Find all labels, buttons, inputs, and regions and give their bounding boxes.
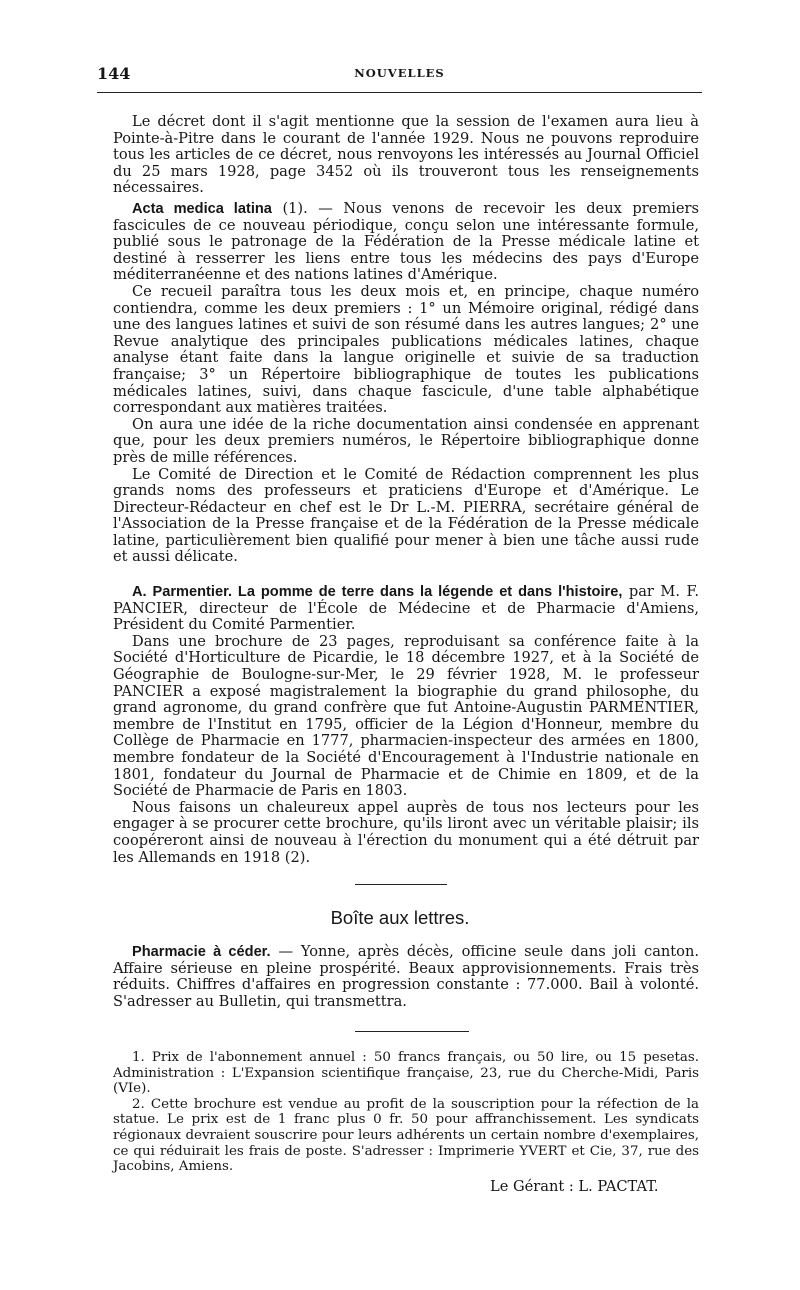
acta-text: — Nous venons de recevoir les deux premiers fascicules de ce nouveau périodique, conçu selon une intéressante formule, publié sous le patronage de la Fédération de la Presse médicale latine et destiné à resserrer les liens entre tous les médecins des pays d'Europe méditerranéenne et des nations latines d'Amérique. bbox=[113, 200, 699, 284]
parmentier-heading-paragraph bbox=[113, 584, 699, 634]
parmentier-paragraph-2: Nous faisons un chaleureux appel auprès de tous nos lecteurs pour les engager à se procurer cette brochure, qu'ils liront avec un véritable plaisir; ils coopéreront ainsi de nouveau à l'érection du monument qui a été détruit par les Allemands en 1918 (2). bbox=[113, 798, 699, 866]
acta-paragraph-1 bbox=[113, 201, 699, 284]
intro-paragraph: Le décret dont il s'agit mentionne que la session de l'examen aura lieu à Pointe-à-Pitre dans le courant de l'année 1929. Nous ne pouvons reproduire tous les articles de ce décret, nous renvoyons les intéressés au Journal Officiel du 25 mars 1928, page 3452 où ils trouveront tous les renseignements nécessaires. bbox=[113, 113, 699, 197]
acta-paragraph-4: Le Comité de Direction et le Comité de Rédaction comprennent les plus grands noms des professeurs et praticiens d'Europe et d'Amérique. Le Directeur-Rédacteur en chef est le Dr L.-M. PIERRA, secrétaire général de l'Association de la Presse française et de la Fédération de la Presse médicale latine, particulièrement bien qualifié pour mener à bien une tâche aussi rude et aussi délicate. bbox=[113, 465, 699, 566]
parmentier-byline: par M. F. PANCIER, directeur de l'École de Médecine et de Pharmacie d'Amiens, Président du Comité Parmentier. bbox=[113, 583, 699, 634]
page-number: 144 bbox=[97, 64, 131, 83]
acta-note-ref: (1). bbox=[282, 200, 308, 217]
mailbox-heading: Pharmacie à céder. bbox=[132, 944, 271, 960]
footnote-divider bbox=[355, 1031, 469, 1032]
footnotes bbox=[113, 1050, 699, 1175]
parmentier-paragraph-1: Dans une brochure de 23 pages, reproduisant sa conférence faite à la Société d'Horticulture de Picardie, le 18 décembre 1927, et à la Société de Géographie de Boulogne-sur-Mer, le 29 février 1928, M. le professeur PANCIER a exposé magistralement la biographie du grand philosophe, du grand agronome, du grand confrère que fut Antoine-Augustin PARMENTIER, membre de l'Institut en 1795, officier de la Légion d'Honneur, membre du Collège de Pharmacie en 1777, pharmacien-inspecteur des armées en 1800, membre fondateur de la Société d'Encouragement à l'Industrie nationale en 1801, fondateur du Journal de Pharmacie et de Chimie en 1809, et de la Société de Pharmacie de Paris en 1803. bbox=[113, 632, 699, 800]
section-divider bbox=[355, 884, 447, 885]
mailbox-block bbox=[113, 944, 699, 1010]
page-header bbox=[97, 64, 702, 86]
footnote-2: 2. Cette brochure est vendue au profit de la souscription pour la réfection de la statue. Le prix est de 1 franc plus 0 fr. 50 pour affranchissement. Les syndicats régionaux devraient souscrire pour leurs adhérents un certain nombre d'exemplaires, ce qui réduirait les frais de poste. S'adresser : Imprimerie YVERT et Cie, 37, rue des Jacobins, Amiens. bbox=[113, 1096, 699, 1175]
acta-paragraph-3: On aura une idée de la riche documentation ainsi condensée en apprenant que, pour les deux premiers numéros, le Répertoire bibliographique donne près de mille références. bbox=[113, 415, 699, 466]
mailbox-title: Boîte aux lettres. bbox=[330, 907, 470, 928]
acta-heading: Acta medica latina bbox=[132, 201, 272, 217]
mailbox-text: — Yonne, après décès, officine seule dans joli canton. Affaire sérieuse en pleine prospérité. Beaux approvisionnements. Frais très réduits. Chiffres d'affaires en progression constante : 77.000. Bail à volonté. S'adresser au Bulletin, qui transmettra. bbox=[113, 943, 699, 1010]
acta-article bbox=[113, 201, 699, 566]
running-head: NOUVELLES bbox=[354, 66, 445, 80]
signature: Le Gérant : L. PACTAT. bbox=[490, 1178, 659, 1195]
acta-paragraph-2: Ce recueil paraîtra tous les deux mois et, en principe, chaque numéro contiendra, comme les deux premiers : 1° un Mémoire original, rédigé dans une des langues latines et suivi de son résumé dans les autres langues; 2° une Revue analytique des principales publications médicales latines, chaque analyse étant faite dans la langue originelle et suivie de sa traduction française; 3° un Répertoire bibliographique de toutes les publications médicales latines, suivi, dans chaque fascicule, d'une table alphabétique correspondant aux matières traitées. bbox=[113, 282, 699, 417]
intro-block bbox=[113, 114, 699, 197]
parmentier-article bbox=[113, 584, 699, 866]
parmentier-heading: A. Parmentier. La pomme de terre dans la légende et dans l'histoire, bbox=[132, 584, 623, 600]
footnote-1: 1. Prix de l'abonnement annuel : 50 francs français, ou 50 lire, ou 15 pesetas. Administration : L'Expansion scientifique française, 23, rue du Cherche-Midi, Paris (VIe). bbox=[113, 1050, 699, 1097]
header-rule bbox=[97, 92, 702, 93]
mailbox-paragraph bbox=[113, 944, 699, 1010]
